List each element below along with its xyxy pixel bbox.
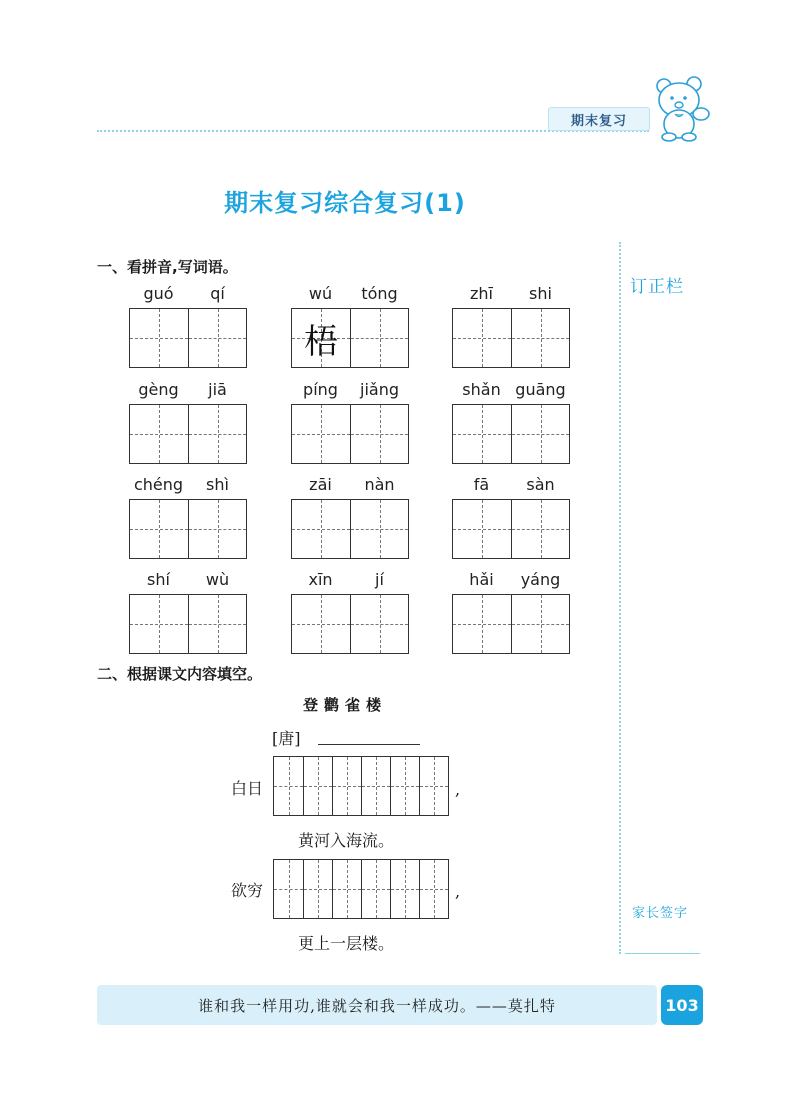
character-cell[interactable] <box>292 595 350 653</box>
pinyin-row <box>452 380 570 402</box>
pinyin-syllable: shi <box>529 284 552 303</box>
pinyin-syllable: qí <box>210 284 225 303</box>
pinyin-word <box>452 570 570 592</box>
section-1-heading: 一、看拼音,写词语。 <box>97 258 238 276</box>
character-cell[interactable] <box>292 405 350 463</box>
character-cell[interactable] <box>292 309 350 367</box>
section-2-heading: 二、根据课文内容填空。 <box>97 665 263 683</box>
poem-line-2: 黄河入海流。 <box>298 831 395 850</box>
pinyin-word <box>452 284 570 306</box>
page-title: 期末复习综合复习(1) <box>224 189 466 217</box>
pinyin-word <box>129 475 247 497</box>
character-cell[interactable] <box>350 595 408 653</box>
character-cell[interactable] <box>130 405 188 463</box>
character-cell[interactable] <box>511 595 569 653</box>
written-character <box>453 500 511 558</box>
character-answer-grid[interactable] <box>452 308 570 368</box>
pinyin-syllable: jí <box>375 570 384 589</box>
pinyin-row <box>129 380 247 402</box>
poem-line-1-answer-grid[interactable] <box>273 756 449 816</box>
character-cell[interactable] <box>188 309 246 367</box>
written-character <box>292 595 350 653</box>
written-character <box>512 595 570 653</box>
poem-dynasty: [唐] <box>272 729 301 748</box>
character-cell[interactable] <box>350 500 408 558</box>
pinyin-row <box>452 475 570 497</box>
poem-line-1-prefix: 白日 <box>231 779 264 798</box>
pinyin-syllable: nàn <box>364 475 395 494</box>
pinyin-row <box>452 284 570 306</box>
character-answer-grid[interactable] <box>129 404 247 464</box>
pinyin-syllable: hǎi <box>469 570 494 589</box>
character-cell[interactable] <box>453 405 511 463</box>
character-answer-grid[interactable] <box>452 499 570 559</box>
poem-line-3-answer-grid[interactable] <box>273 859 449 919</box>
written-character <box>351 405 409 463</box>
poem-title: 登鹳雀楼 <box>302 696 387 714</box>
poem-line-4: 更上一层楼。 <box>298 934 395 953</box>
written-character <box>453 405 511 463</box>
parent-signature-label: 家长签字 <box>632 906 689 921</box>
written-character <box>130 405 188 463</box>
character-answer-grid[interactable] <box>291 499 409 559</box>
page-number-badge: 103 <box>661 985 703 1025</box>
pinyin-syllable: chéng <box>133 475 184 494</box>
pinyin-syllable: guāng <box>515 380 566 399</box>
pinyin-syllable: píng <box>303 380 338 399</box>
correction-column-label: 订正栏 <box>630 277 684 297</box>
pinyin-word <box>291 570 409 592</box>
pinyin-syllable: jiǎng <box>360 380 399 399</box>
pinyin-syllable: shǎn <box>462 380 501 399</box>
side-column-divider <box>619 242 621 954</box>
character-cell[interactable] <box>453 595 511 653</box>
pinyin-syllable: zāi <box>309 475 332 494</box>
pinyin-row <box>291 570 409 592</box>
written-character: 梧 <box>304 321 338 362</box>
character-cell[interactable] <box>350 405 408 463</box>
written-character <box>189 309 247 367</box>
character-answer-grid[interactable] <box>129 499 247 559</box>
character-cell[interactable] <box>130 309 188 367</box>
poem-line-3-prefix: 欲穷 <box>231 881 264 900</box>
pinyin-row <box>129 284 247 306</box>
character-cell[interactable] <box>130 500 188 558</box>
character-cell[interactable] <box>130 595 188 653</box>
pinyin-syllable: wù <box>205 570 230 589</box>
written-character <box>292 405 350 463</box>
pinyin-word <box>452 380 570 402</box>
pinyin-word <box>452 475 570 497</box>
pinyin-syllable: shí <box>147 570 170 589</box>
pinyin-syllable: gèng <box>138 380 179 399</box>
written-character <box>130 309 188 367</box>
character-answer-grid[interactable] <box>291 308 409 368</box>
character-cell[interactable] <box>292 500 350 558</box>
character-cell[interactable] <box>511 500 569 558</box>
written-character <box>351 309 409 367</box>
written-character <box>351 595 409 653</box>
character-answer-grid[interactable] <box>452 404 570 464</box>
pinyin-word <box>291 380 409 402</box>
character-answer-grid[interactable] <box>291 404 409 464</box>
character-cell[interactable] <box>453 500 511 558</box>
header-section-tab: 期末复习 <box>548 107 650 131</box>
pinyin-word <box>291 475 409 497</box>
pinyin-syllable: xīn <box>308 570 333 589</box>
parent-signature-line[interactable] <box>625 953 700 954</box>
written-character <box>453 309 511 367</box>
written-character <box>130 595 188 653</box>
pinyin-row <box>129 570 247 592</box>
pinyin-word <box>129 570 247 592</box>
character-answer-grid[interactable] <box>129 594 247 654</box>
written-character <box>189 500 247 558</box>
pinyin-row <box>291 284 409 306</box>
bear-mascot-icon <box>653 74 711 142</box>
character-cell[interactable] <box>188 405 246 463</box>
poem-line-3-comma: , <box>455 882 461 901</box>
character-cell[interactable] <box>511 405 569 463</box>
written-character <box>130 500 188 558</box>
pinyin-syllable: tóng <box>361 284 398 303</box>
footer-quote-bar <box>97 985 657 1025</box>
pinyin-syllable: guó <box>143 284 174 303</box>
pinyin-syllable: wú <box>308 284 333 303</box>
author-blank-line[interactable] <box>318 744 420 745</box>
pinyin-syllable: sàn <box>526 475 555 494</box>
pinyin-syllable: fā <box>473 475 490 494</box>
character-cell[interactable] <box>453 309 511 367</box>
character-cell[interactable] <box>511 309 569 367</box>
pinyin-syllable: zhī <box>470 284 493 303</box>
written-character <box>189 405 247 463</box>
character-cell[interactable] <box>350 309 408 367</box>
pinyin-word <box>129 284 247 306</box>
pinyin-syllable: yáng <box>520 570 561 589</box>
written-character <box>512 500 570 558</box>
written-character <box>292 500 350 558</box>
pinyin-row <box>129 475 247 497</box>
pinyin-word <box>291 284 409 362</box>
character-answer-grid[interactable] <box>291 594 409 654</box>
written-character <box>453 595 511 653</box>
footer-quote: 谁和我一样用功,谁就会和我一样成功。——莫扎特 <box>198 996 556 1015</box>
written-character <box>512 405 570 463</box>
character-answer-grid[interactable] <box>452 594 570 654</box>
written-character <box>512 309 570 367</box>
pinyin-syllable: jiā <box>208 380 227 399</box>
pinyin-word <box>129 380 247 402</box>
character-cell[interactable] <box>188 500 246 558</box>
pinyin-syllable: shì <box>206 475 229 494</box>
pinyin-row <box>452 570 570 592</box>
character-cell[interactable] <box>188 595 246 653</box>
written-character <box>189 595 247 653</box>
pinyin-row <box>291 475 409 497</box>
poem-line-1-comma: , <box>455 780 461 799</box>
pinyin-row <box>291 380 409 402</box>
written-character <box>351 500 409 558</box>
character-answer-grid[interactable] <box>129 308 247 368</box>
